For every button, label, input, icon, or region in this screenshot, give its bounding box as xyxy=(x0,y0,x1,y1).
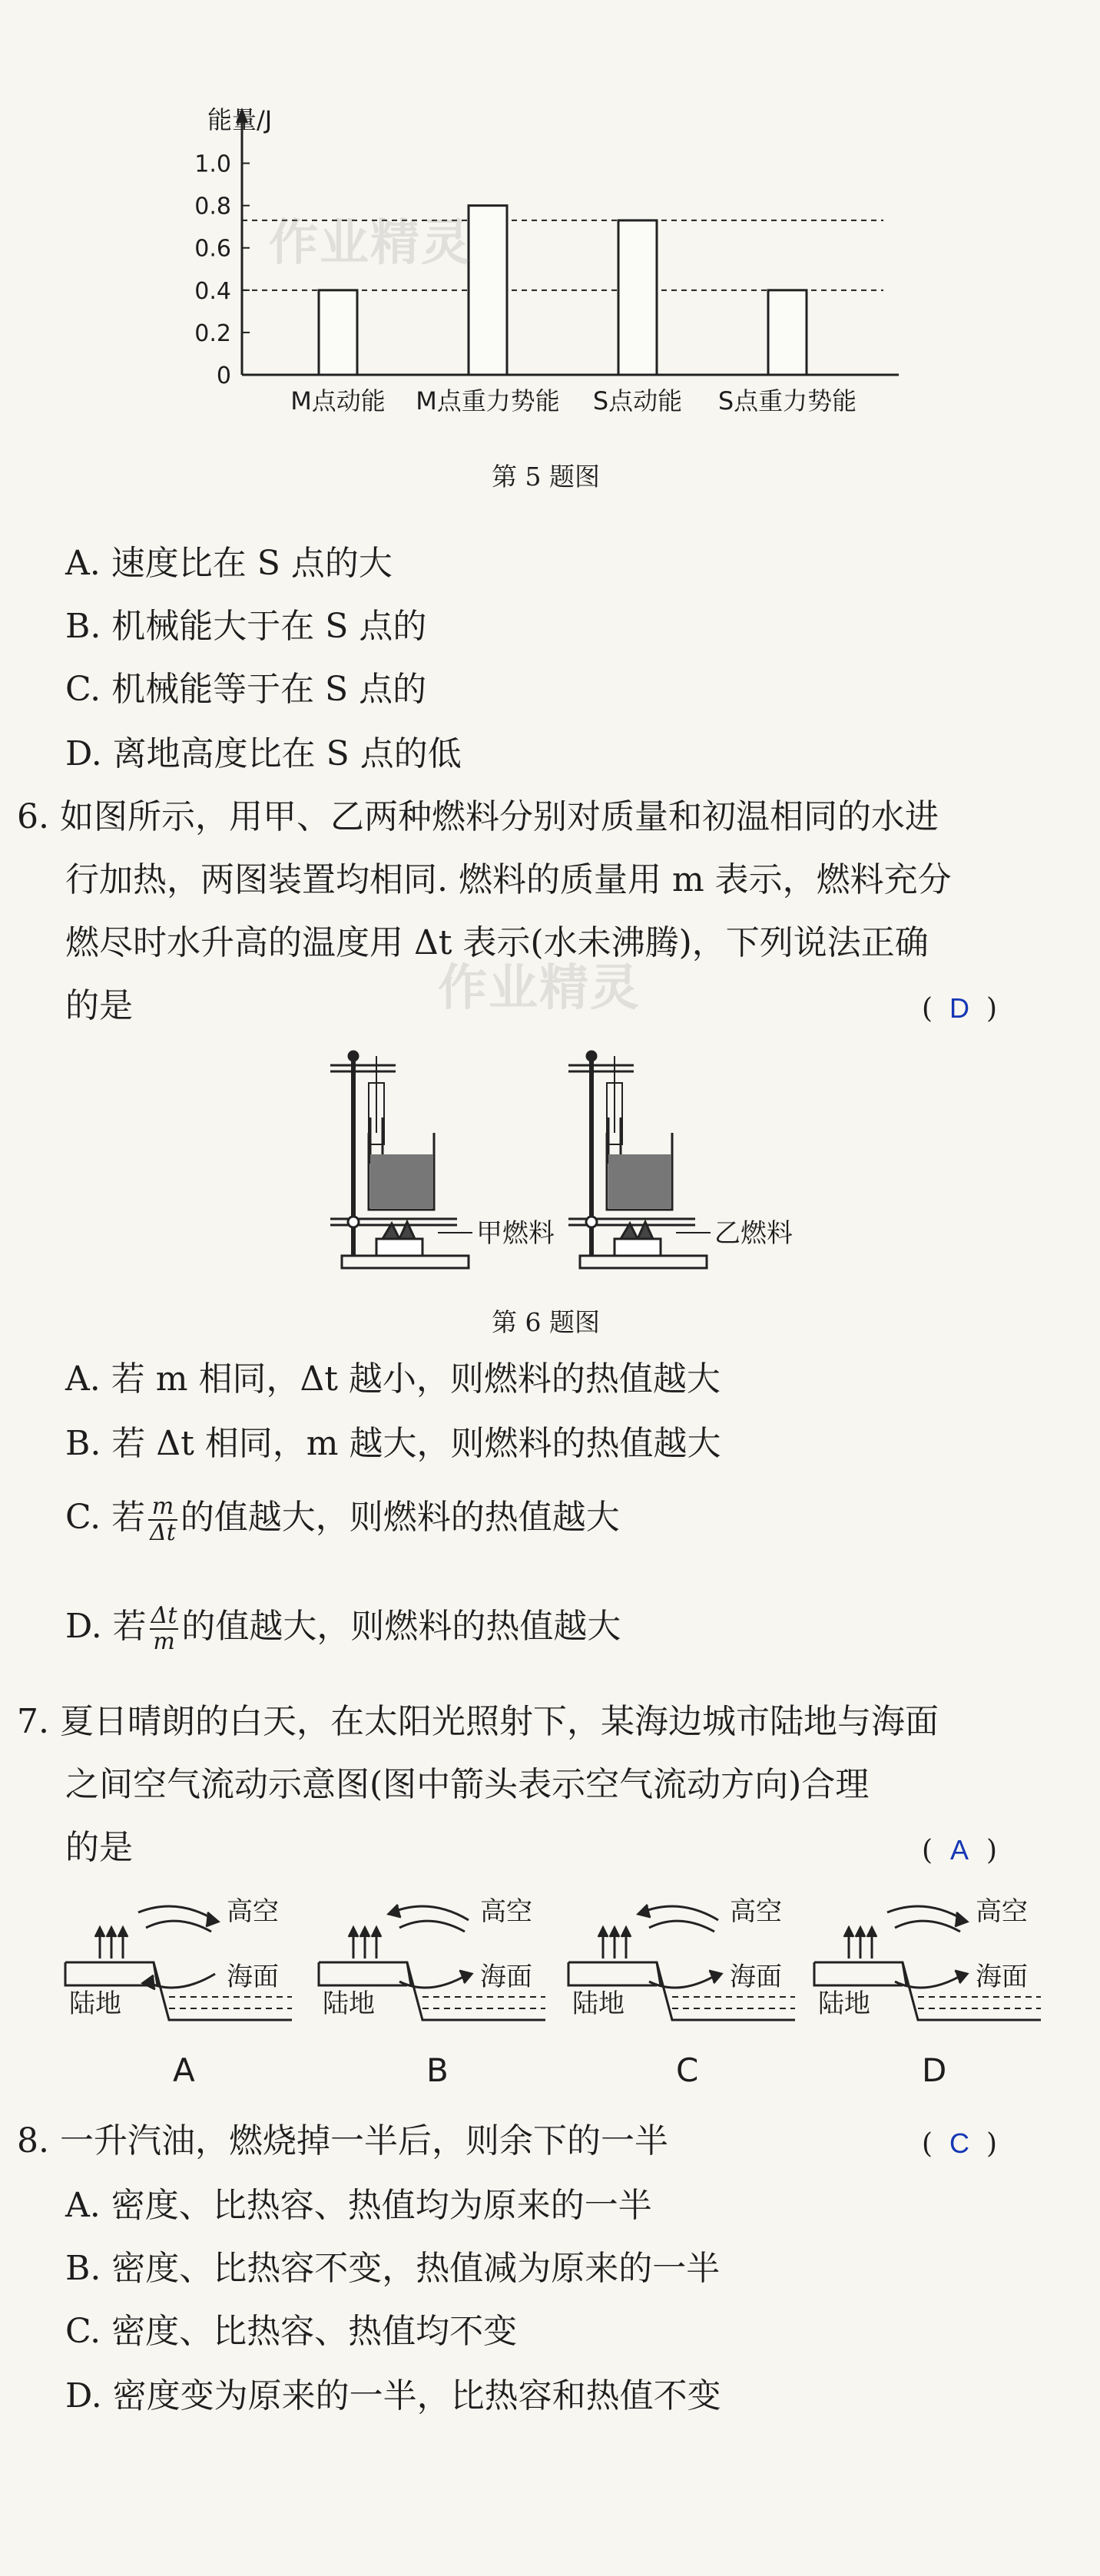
air-flow-diagram-b xyxy=(315,1889,561,2097)
bar xyxy=(618,220,657,375)
diagram-letter: B xyxy=(426,2051,449,2089)
heating-apparatus-figure xyxy=(323,1041,799,1286)
diagram-letter: D xyxy=(922,2051,947,2089)
q8-option-d: D. 密度变为原来的一半，比热容和热值不变 xyxy=(65,2376,721,2415)
watermark: 作业精灵 xyxy=(269,215,472,272)
q7-line-3: 的是 xyxy=(65,1828,133,1867)
q7-answer: ( A ) xyxy=(922,1834,998,1866)
bar xyxy=(319,290,357,375)
q6-option-d: D. 若 $\frac{\Delta t}{m}$ 的值越大，则燃料的热值越大 xyxy=(65,1602,621,1655)
y-tick-label: 0.4 xyxy=(194,277,231,305)
bar xyxy=(469,206,507,375)
q8-option-a: A. 密度、比热容、热值均为原来的一半 xyxy=(65,2186,652,2225)
q8-answer: ( C ) xyxy=(922,2127,998,2160)
q5-option-c: C. 机械能等于在 S 点的 xyxy=(65,670,427,709)
q6-line-3: 燃尽时水升高的温度用 Δt 表示(水未沸腾)，下列说法正确 xyxy=(65,923,929,962)
q6-line-2: 行加热，两图装置均相同. 燃料的质量用 m 表示，燃料充分 xyxy=(65,860,952,899)
figure5-caption: 第 5 题图 xyxy=(492,462,600,492)
x-category-label: M点重力势能 xyxy=(416,386,560,416)
label-high-altitude: 高空 xyxy=(227,1896,279,1927)
fraction-m-over-dt: $\frac{m}{\Delta t}$ xyxy=(150,1493,176,1546)
q5-option-a: A. 速度比在 S 点的大 xyxy=(65,544,393,583)
diagram-letter: A xyxy=(173,2051,195,2089)
bar xyxy=(768,290,807,375)
air-flow-diagram-a xyxy=(61,1889,307,2097)
q7-answer-letter: A xyxy=(950,1834,969,1866)
watermark-2: 作业精灵 xyxy=(438,960,641,1017)
q6-option-a: A. 若 m 相同，Δt 越小，则燃料的热值越大 xyxy=(65,1359,721,1399)
q6-answer-letter: D xyxy=(949,992,970,1024)
q8-answer-letter: C xyxy=(949,2127,970,2159)
fuel-right-label: 乙燃料 xyxy=(714,1218,793,1249)
label-high-altitude: 高空 xyxy=(480,1896,532,1927)
q5-option-b: B. 机械能大于在 S 点的 xyxy=(65,607,427,646)
label-sea-surface: 海面 xyxy=(730,1962,782,1992)
label-land: 陆地 xyxy=(323,1988,375,2019)
label-sea-surface: 海面 xyxy=(227,1962,279,1992)
fraction-dt-over-m: $\frac{\Delta t}{m}$ xyxy=(151,1602,177,1655)
x-category-label: S点动能 xyxy=(592,386,683,416)
y-axis-label: 能量/J xyxy=(207,105,273,134)
y-tick-label: 0.6 xyxy=(194,235,231,263)
label-high-altitude: 高空 xyxy=(976,1896,1028,1927)
air-flow-diagram-c xyxy=(565,1889,810,2097)
q8-question: 8. 一升汽油，燃烧掉一半后，则余下的一半 xyxy=(17,2121,668,2160)
q5-option-d: D. 离地高度比在 S 点的低 xyxy=(65,734,462,773)
fuel-left-label: 甲燃料 xyxy=(476,1218,555,1249)
label-land: 陆地 xyxy=(818,1988,870,2019)
air-flow-diagrams xyxy=(61,1889,1060,2097)
y-tick-label: 1.0 xyxy=(194,151,231,178)
y-tick-label: 0.8 xyxy=(194,193,231,220)
q7-line-1: 7. 夏日晴朗的白天，在太阳光照射下，某海边城市陆地与海面 xyxy=(17,1702,939,1741)
q8-option-c: C. 密度、比热容、热值均不变 xyxy=(65,2312,518,2351)
q6-line-1: 6. 如图所示，用甲、乙两种燃料分别对质量和初温相同的水进 xyxy=(17,797,939,836)
y-tick-label: 0 xyxy=(216,363,231,389)
q7-line-2: 之间空气流动示意图(图中箭头表示空气流动方向)合理 xyxy=(65,1765,870,1804)
diagram-letter: C xyxy=(676,2051,699,2089)
apparatus-right xyxy=(568,1051,711,1268)
x-category-label: M点动能 xyxy=(290,386,386,416)
q6-answer: ( D ) xyxy=(922,992,998,1025)
label-sea-surface: 海面 xyxy=(480,1962,532,1992)
figure6-caption: 第 6 题图 xyxy=(492,1307,600,1337)
x-category-label: S点重力势能 xyxy=(717,386,857,416)
y-tick-label: 0.2 xyxy=(194,320,231,347)
q6-option-b: B. 若 Δt 相同，m 越大，则燃料的热值越大 xyxy=(65,1424,721,1463)
q8-option-b: B. 密度、比热容不变，热值减为原来的一半 xyxy=(65,2249,721,2288)
label-land: 陆地 xyxy=(572,1988,625,2019)
q6-option-c: C. 若 $\frac{m}{\Delta t}$ 的值越大，则燃料的热值越大 xyxy=(65,1493,620,1546)
apparatus-left xyxy=(330,1051,472,1268)
air-flow-diagram-d xyxy=(810,1889,1056,2097)
label-sea-surface: 海面 xyxy=(976,1962,1028,1992)
label-high-altitude: 高空 xyxy=(730,1896,782,1927)
q6-line-4: 的是 xyxy=(65,986,133,1025)
label-land: 陆地 xyxy=(69,1988,121,2019)
